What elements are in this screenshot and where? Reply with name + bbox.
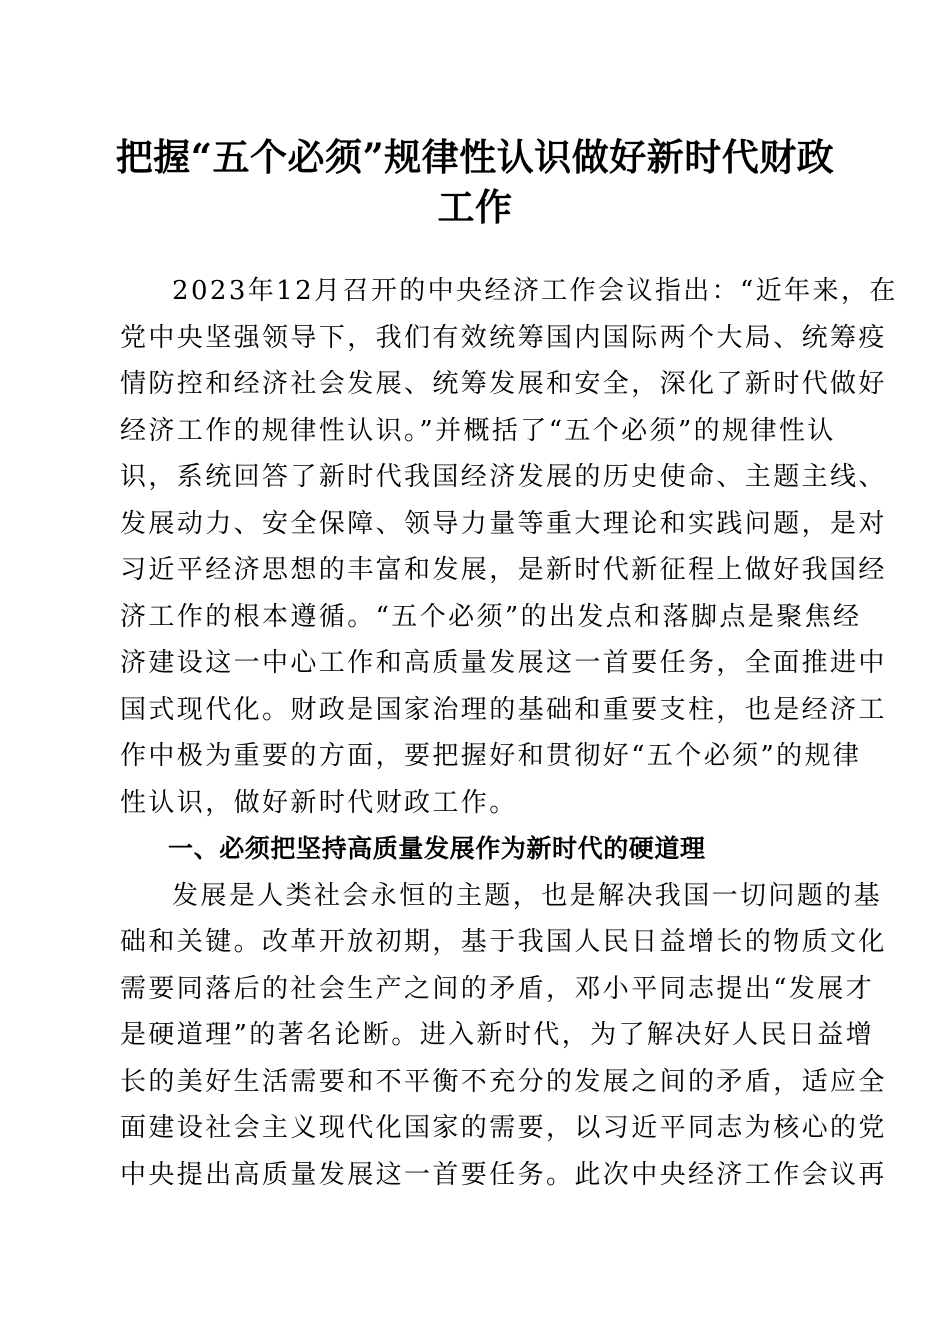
- paragraph-line: 党中央坚强领导下，我们有效统筹国内国际两个大局、统筹疫: [120, 322, 887, 353]
- paragraph-line: 经济工作的规律性认识。”并概括了“五个必须”的规律性认: [120, 415, 836, 446]
- paragraph-line: 习近平经济思想的丰富和发展，是新时代新征程上做好我国经: [120, 555, 887, 585]
- paragraph-line: 面建设社会主义现代化国家的需要，以习近平同志为核心的党: [120, 1113, 887, 1143]
- paragraph-line: 国式现代化。财政是国家治理的基础和重要支柱，也是经济工: [120, 694, 887, 725]
- document-title: [110, 132, 840, 232]
- paragraph-line: 础和关键。改革开放初期，基于我国人民日益增长的物质文化: [120, 927, 887, 957]
- paragraph-line: 性认识，做好新时代财政工作。: [120, 787, 518, 818]
- paragraph-line: 是硬道理”的著名论断。进入新时代，为了解决好人民日益增: [120, 1020, 875, 1050]
- paragraph-line: 长的美好生活需要和不平衡不充分的发展之间的矛盾，适应全: [120, 1066, 887, 1097]
- paragraph-line: 2023年12月召开的中央经济工作会议指出：“近年来，在: [172, 276, 898, 306]
- paragraph-line: 中央提出高质量发展这一首要任务。此次中央经济工作会议再: [120, 1159, 887, 1190]
- section-heading: 一、必须把坚持高质量发展作为新时代的硬道理: [168, 834, 706, 863]
- paragraph-line: 需要同落后的社会生产之间的矛盾，邓小平同志提出“发展才: [120, 973, 875, 1004]
- intro-paragraph: [120, 268, 898, 826]
- document-body: [120, 268, 898, 1198]
- paragraph-line: 作中极为重要的方面，要把握好和贯彻好“五个必须”的规律: [120, 741, 862, 771]
- paragraph-line: 发展是人类社会永恒的主题，也是解决我国一切问题的基: [172, 880, 883, 911]
- title-line-2: 工作: [437, 185, 513, 229]
- paragraph-line: 济工作的根本遵循。“五个必须”的出发点和落脚点是聚焦经: [120, 601, 862, 632]
- paragraph-line: 识，系统回答了新时代我国经济发展的历史使命、主题主线、: [120, 462, 887, 492]
- paragraph-line: 发展动力、安全保障、领导力量等重大理论和实践问题，是对: [120, 508, 887, 539]
- paragraph-line: 情防控和经济社会发展、统筹发展和安全，深化了新时代做好: [120, 369, 887, 399]
- section-1-paragraph: [120, 873, 887, 1199]
- paragraph-line: 济建设这一中心工作和高质量发展这一首要任务，全面推进中: [120, 648, 887, 678]
- title-line-1: 把握“五个必须”规律性认识做好新时代财政: [115, 135, 835, 179]
